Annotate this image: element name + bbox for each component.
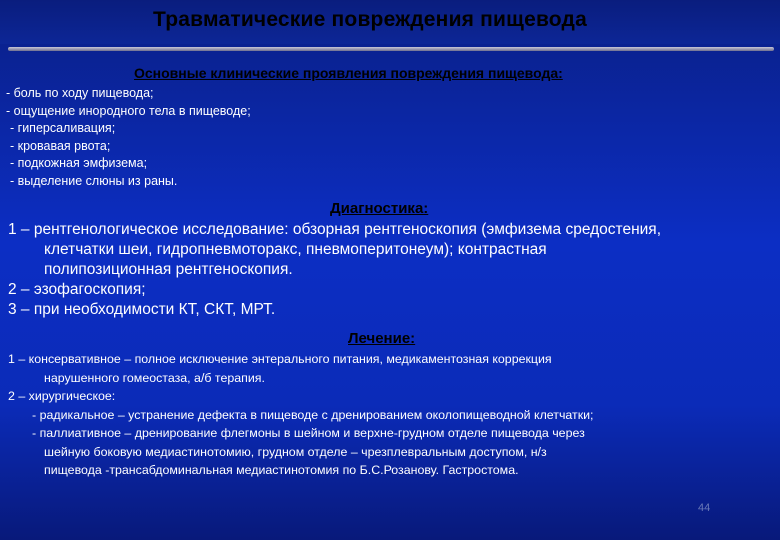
diagnostics-item-3: 3 – при необходимости КТ, СКТ, МРТ.: [8, 301, 276, 318]
list-item: - ощущение инородного тела в пищеводе;: [6, 103, 251, 118]
list-item: - подкожная эмфизема;: [10, 156, 148, 171]
list-item: - кровавая рвота;: [10, 138, 111, 153]
page-number: 44: [698, 502, 711, 514]
diagnostics-item-1-cont: полипозиционная рентгеноскопия.: [44, 261, 293, 278]
diagnostics-item-2: 2 – эзофагоскопия;: [8, 281, 146, 298]
treatment-heading: Лечение:: [348, 330, 416, 347]
diagnostics-block: [8, 220, 778, 320]
treatment-block: [8, 350, 778, 480]
clinical-heading: Основные клинические проявления повреждения пищевода:: [134, 65, 563, 81]
treatment-palliative: - паллиативное – дренирование флегмоны в шейном и верхне-грудном отделе пищевода через: [32, 426, 585, 440]
title-divider: [8, 47, 774, 51]
diagnostics-item-1: 1 – рентгенологическое исследование: обзорная рентгеноскопия (эмфизема средостения,: [8, 221, 662, 238]
list-item: - боль по ходу пищевода;: [6, 86, 154, 100]
clinical-list: [6, 85, 251, 191]
diagnostics-item-1-cont: клетчатки шеи, гидропневмоторакс, пневмоперитонеум); контрастная: [44, 241, 547, 258]
treatment-radical: - радикальное – устранение дефекта в пищеводе с дренированием околопищеводной клетчатки;: [32, 407, 594, 422]
slide-title: Травматические повреждения пищевода: [153, 8, 587, 31]
list-item: - выделение слюны из раны.: [10, 173, 178, 188]
treatment-item-2: 2 – хирургическое:: [8, 389, 116, 403]
list-item: - гиперсаливация;: [10, 121, 116, 136]
diagnostics-heading: Диагностика:: [330, 200, 429, 217]
treatment-palliative-cont: шейную боковую медиастинотомию, грудном отделе – чрезплевральным доступом, н/з: [44, 444, 547, 459]
treatment-item-1-cont: нарушенного гомеостаза, а/б терапия.: [44, 370, 265, 385]
treatment-palliative-cont: пищевода -трансабдоминальная медиастинотомия по Б.С.Розанову. Гастростома.: [44, 463, 519, 477]
treatment-item-1: 1 – консервативное – полное исключение энтерального питания, медикаментозная коррекция: [8, 352, 552, 366]
